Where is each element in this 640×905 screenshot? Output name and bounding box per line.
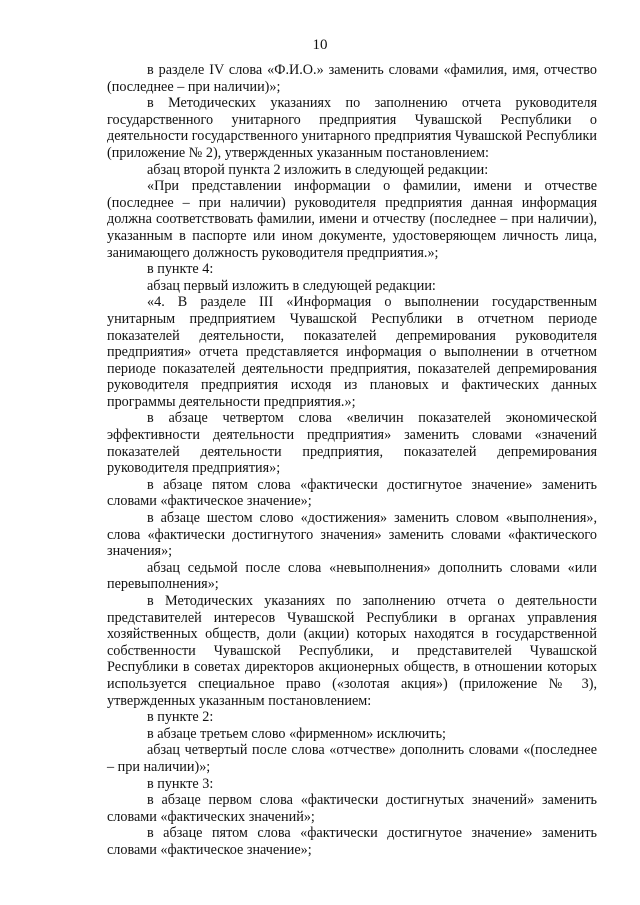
paragraph: в абзаце четвертом слова «величин показателей экономической эффективности деятельности предприятия» заменить словами «значений показателей деятельности предприятия, показателей депремирования руководителя предприятия»; <box>107 410 597 477</box>
paragraph: в Методических указаниях по заполнению отчета о деятельности представителей интересов Чувашской Республики в органах управления хозяйственных обществ, доли (акции) которых находятся в государственной собственности Чувашской Республики, и представителей Чувашской Республики в советах директоров акционерных обществ, в отношении которых используется специальное право («золотая акция») (приложение № 3), утвержденных указанным постановлением: <box>107 593 597 709</box>
paragraph: абзац первый изложить в следующей редакции: <box>147 277 436 294</box>
paragraph: в Методических указаниях по заполнению отчета руководителя государственного унитарного предприятия Чувашской Республики о деятельности государственного унитарного предприятия Чувашской Республики (приложение № 2), утвержденных указанным постановлением: <box>107 95 597 161</box>
paragraph: в абзаце шестом слово «достижения» заменить словом «выполнения», слова «фактически достигнутого значения» заменить словами «фактического значения»; <box>107 510 597 560</box>
paragraph: абзац второй пункта 2 изложить в следующей редакции: <box>147 161 489 178</box>
paragraph: в пункте 4: <box>147 261 214 278</box>
paragraph: абзац седьмой после слова «невыполнения» дополнить словами «или перевыполнения»; <box>107 559 597 593</box>
paragraph: в абзаце первом слова «фактически достигнутых значений» заменить словами «фактических значений»; <box>107 792 597 825</box>
paragraph: «4. В разделе III «Информация о выполнении государственным унитарным предприятием Чувашской Республики в отчетном периоде показателей деятельности, показателей депремирования руководителя предприятия» отчета представляется информация о выполнении в отчетном периоде показателей деятельности предприятия, показателей депремирования руководителя предприятия исходя из плановых и фактических данных программы деятельности предприятия.»; <box>107 294 597 410</box>
paragraph: в абзаце пятом слова «фактически достигнутое значение» заменить словами «фактическое значение»; <box>107 825 597 858</box>
paragraph: в пункте 2: <box>147 709 214 726</box>
page-number: 10 <box>312 37 328 53</box>
paragraph: абзац четвертый после слова «отчестве» дополнить словами «(последнее – при наличии)»; <box>107 742 597 775</box>
paragraph: в абзаце третьем слово «фирменном» исключить; <box>147 725 446 742</box>
paragraph: в разделе IV слова «Ф.И.О.» заменить словами «фамилия, имя, отчество (последнее – при наличии)»; <box>107 62 597 95</box>
paragraph: «При представлении информации о фамилии, имени и отчестве (последнее – при наличии) руководителя предприятия данная информация должна соответствовать фамилии, имени и отчеству (последнее – при наличии), указанным в паспорте или ином документе, удостоверяющем личность лица, занимающего должность руководителя предприятия.»; <box>107 178 597 261</box>
paragraph: в пункте 3: <box>147 775 214 792</box>
document-body <box>107 62 597 859</box>
paragraph: в абзаце пятом слова «фактически достигнутое значение» заменить словами «фактическое значение»; <box>107 476 597 510</box>
